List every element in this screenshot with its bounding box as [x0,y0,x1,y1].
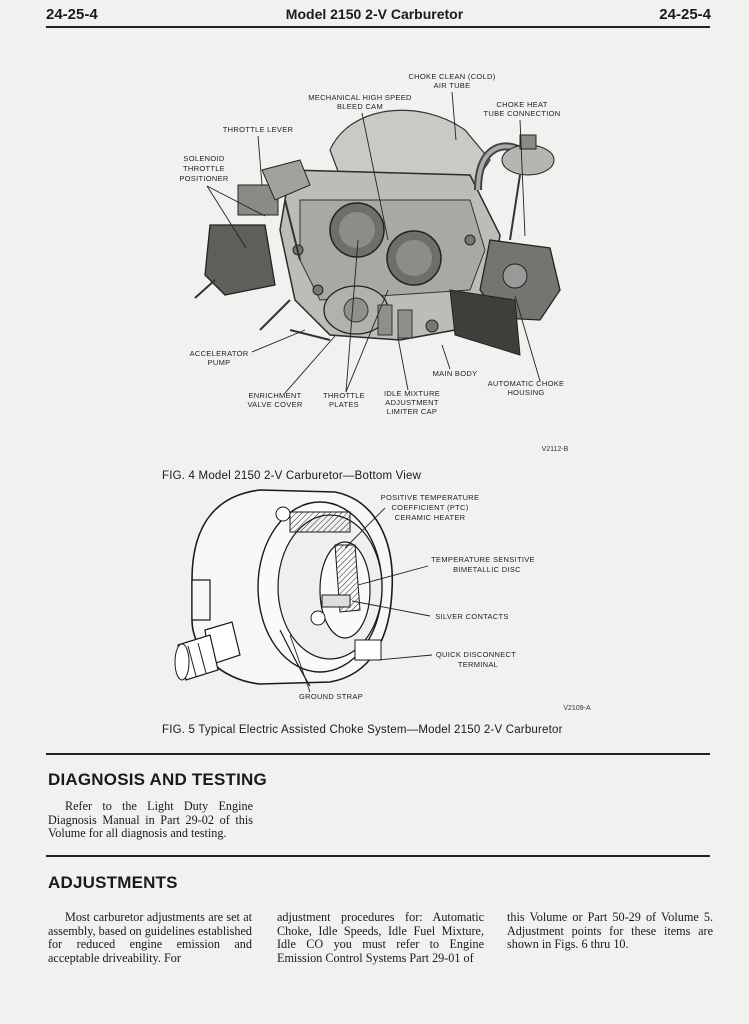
diagnosis-heading: DIAGNOSIS AND TESTING [48,770,267,789]
label-temperature-sensitive: TEMPERATURE SENSITIVE [431,555,535,564]
adjustments-column-1: Most carburetor adjustments are set at assembly, based on guidelines established for reduced engine emission and acceptable driveability. For [48,910,252,965]
label-solenoid-throttle: THROTTLE [183,164,225,173]
label-bleed-cam: BLEED CAM [336,102,384,111]
label-tube-connection: TUBE CONNECTION [483,109,561,118]
label-main-body: MAIN BODY [432,369,478,378]
fig5-code: V2109-A [563,705,591,712]
label-plates: PLATES [328,400,360,409]
label-mechanical-high-speed: MECHANICAL HIGH SPEED [308,93,412,102]
label-throttle: THROTTLE [323,391,365,400]
fig5-caption: FIG. 5 Typical Electric Assisted Choke System—Model 2150 2-V Carburetor [162,724,563,736]
adjustments-column-3: this Volume or Part 50-29 of Volume 5. Adjustment points for these items are shown in Figs. 6 thru 10. [507,910,713,952]
fig4-caption: FIG. 4 Model 2150 2-V Carburetor—Bottom View [162,470,422,482]
section-rule-adjustments [46,855,710,857]
fig4-carburetor-illustration [195,110,560,355]
page-number-left: 24-25-4 [46,6,98,23]
diagnosis-text: Refer to the Light Duty Engine Diagnosis Manual in Part 29-02 of this Volume for all diagnosis and testing. [48,799,253,841]
label-throttle-lever: THROTTLE LEVER [222,125,294,134]
label-automatic-choke: AUTOMATIC CHOKE [487,379,565,388]
label-pump: PUMP [207,358,231,367]
label-idle-mixture: IDLE MIXTURE [383,389,441,398]
label-ceramic-heater: CERAMIC HEATER [394,513,466,522]
label-valve-cover: VALVE COVER [247,400,303,409]
label-ptc-2: COEFFICIENT (PTC) [391,503,469,512]
label-enrichment: ENRICHMENT [248,391,302,400]
fig5-choke-illustration [175,490,392,686]
label-silver-contacts: SILVER CONTACTS [435,612,509,621]
label-housing: HOUSING [507,388,545,397]
adjustments-heading: ADJUSTMENTS [48,873,178,892]
label-ground-strap: GROUND STRAP [298,692,364,701]
adjustments-column-2: adjustment procedures for: Automatic Choke, Idle Speeds, Idle Fuel Mixture, Idle CO you must refer to Engine Emission Control Systems Part 29-01 of [277,910,484,965]
label-limiter-cap: LIMITER CAP [386,407,438,416]
label-choke-clean-air-tube-2: AIR TUBE [433,81,471,90]
label-adjustment: ADJUSTMENT [385,398,439,407]
label-terminal: TERMINAL [457,660,499,669]
label-solenoid: SOLENOID [183,154,225,163]
label-bimetallic-disc: BIMETALLIC DISC [453,565,521,574]
label-ptc: POSITIVE TEMPERATURE [380,493,480,502]
page-number-right: 24-25-4 [659,6,711,23]
section-rule-diagnosis [46,753,710,755]
fig4-code: V2112-B [541,446,569,453]
page-title: Model 2150 2-V Carburetor [285,6,464,22]
label-quick-disconnect: QUICK DISCONNECT [435,650,517,659]
label-solenoid-positioner: POSITIONER [179,174,229,183]
label-accelerator: ACCELERATOR [189,349,249,358]
label-choke-heat: CHOKE HEAT [496,100,548,109]
label-choke-clean-air-tube: CHOKE CLEAN (COLD) [408,72,496,81]
